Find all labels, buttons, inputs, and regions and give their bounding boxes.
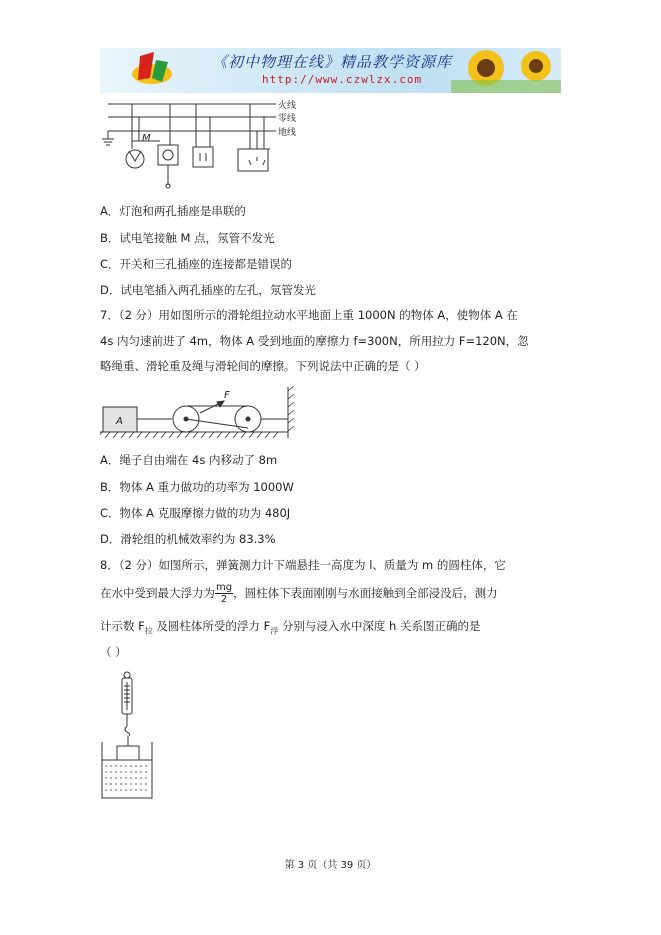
fraction-denominator: 2: [220, 594, 228, 605]
q8-stem-line2-pre: 在水中受到最大浮力为: [100, 586, 215, 600]
q7-stem-line3: 略绳重、滑轮重及绳与滑轮间的摩擦。下列说法中正确的是（ ）: [100, 359, 426, 373]
force-arrow-icon: [200, 401, 224, 413]
sunflower-decoration-icon: [451, 48, 561, 93]
q7-option-a: A．绳子自由端在 4s 内移动了 8m: [100, 453, 278, 467]
fraction-mg-over-2: [215, 582, 233, 605]
household-circuit-figure: [100, 97, 300, 192]
spring-scale-icon: [122, 672, 132, 736]
block-a-label: A: [116, 416, 123, 427]
q6-option-b: B．试电笔接触 M 点，氖管不发光: [100, 231, 275, 245]
q6-option-d: D．试电笔插入两孔插座的左孔，氖管发光: [100, 283, 316, 297]
q8-stem-line2: [100, 580, 498, 606]
banner-title: 《初中物理在线》精品教学资源库: [212, 53, 453, 71]
q8-stem-line3-pre: 计示数 F: [100, 619, 145, 633]
q6-option-c: C．开关和三孔插座的连接都是错误的: [100, 257, 293, 271]
pulley-right-icon: [235, 406, 261, 432]
live-wire-label: 火线: [278, 101, 297, 111]
q7-option-c: C．物体 A 克服摩擦力做的功为 480J: [100, 506, 291, 520]
q7-option-d: D．滑轮组的机械效率约为 83.3%: [100, 532, 276, 546]
ground-wire-label: 地线: [278, 128, 297, 138]
cylinder: [117, 746, 139, 760]
page-footer: 第 3 页（共 39 页）: [284, 860, 377, 871]
banner-url: http://www.czwlzx.com: [262, 73, 423, 86]
header-banner: [100, 48, 561, 93]
force-f-label: F: [224, 390, 230, 401]
fraction-numerator: mg: [216, 582, 233, 593]
light-bulb-icon: [126, 150, 144, 168]
switch-icon: [158, 145, 178, 188]
q8-stem-line3-post: 分别与浸入水中深度 h 关系图正确的是: [278, 619, 481, 633]
q8-stem-line4: （ ）: [100, 645, 127, 659]
q8-stem-line3: [100, 619, 480, 638]
subscript-fu: 浮: [270, 626, 279, 636]
q8-stem-line1: 8．（2 分）如图所示，弹簧测力计下端悬挂一高度为 l、质量为 m 的圆柱体，它: [100, 558, 506, 572]
q8-stem-line2-post: ，圆柱体下表面刚刚与水面接触到全部浸没后，测力: [233, 586, 498, 600]
logo-icon: [120, 48, 190, 93]
q6-option-a: A．灯泡和两孔插座是串联的: [100, 204, 246, 218]
three-hole-socket-icon: [238, 149, 268, 171]
q7-stem-line1: 7．（2 分）用如图所示的滑轮组拉动水平地面上重 1000N 的物体 A，使物体 A 在: [100, 308, 518, 322]
point-m-label: M: [142, 133, 151, 144]
two-hole-socket-icon: [193, 147, 213, 167]
spring-scale-beaker-figure: [100, 670, 160, 805]
pulley-system-figure: [100, 383, 300, 443]
q7-option-b: B．物体 A 重力做功的功率为 1000W: [100, 480, 294, 494]
q7-stem-line2: 4s 内匀速前进了 4m，物体 A 受到地面的摩擦力 f=300N，所用拉力 F=120N，忽: [100, 334, 529, 348]
neutral-wire-label: 零线: [278, 114, 297, 124]
q8-stem-line3-mid: 及圆柱体所受的浮力 F: [152, 619, 271, 633]
subscript-la: 拉: [144, 626, 153, 636]
